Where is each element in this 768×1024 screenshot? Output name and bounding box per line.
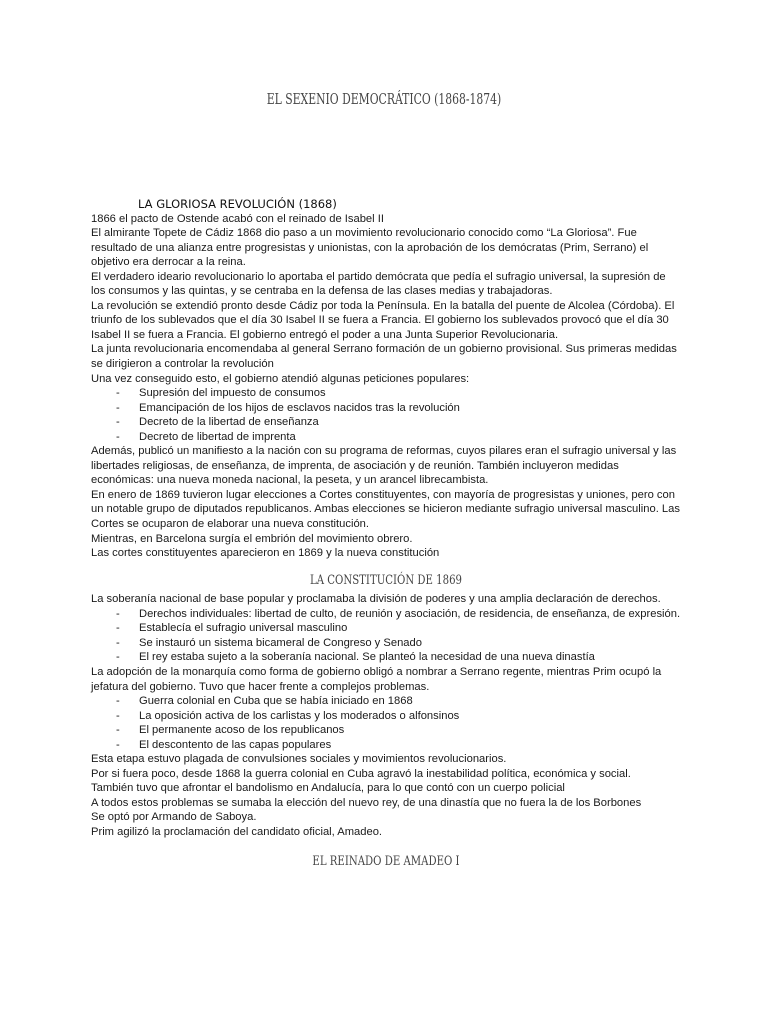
paragraph: Las cortes constituyentes aparecieron en 1869 y la nueva constitución xyxy=(91,547,440,560)
paragraph: En enero de 1869 tuvieron lugar elecciones a Cortes constituyentes, con mayoría de progresistas y uniones, pero con un notable grupo de diputados republicanos. Ambas elecciones se hicieron mediante sufragio universal masculino. Las Cortes se ocuparon de elaborar una nueva constitución. xyxy=(91,488,680,531)
list-item: - Establecía el sufragio universal masculino xyxy=(91,621,681,636)
paragraph: A todos estos problemas se sumaba la elección del nuevo rey, de una dinastía que no fuera la de los Borbones xyxy=(91,796,642,809)
list-item: - Decreto de libertad de imprenta xyxy=(91,430,681,445)
paragraph: Mientras, en Barcelona surgía el embrión del movimiento obrero. xyxy=(91,532,413,545)
paragraph: Una vez conseguido esto, el gobierno atendió algunas peticiones populares: xyxy=(91,372,470,385)
section-heading-amadeo: EL REINADO DE AMADEO I xyxy=(312,853,460,869)
paragraph: Esta etapa estuvo plagada de convulsiones sociales y movimientos revolucionarios. xyxy=(91,753,507,766)
paragraph: También tuvo que afrontar el bandolismo en Andalucía, para lo que contó con un cuerpo policial xyxy=(91,782,565,795)
paragraph: La soberanía nacional de base popular y proclamaba la división de poderes y una amplia declaración de derechos. xyxy=(91,593,661,606)
paragraph: La revolución se extendió pronto desde Cádiz por toda la Península. En la batalla del puente de Alcolea (Córdoba). El triunfo de los sublevados que el día 30 Isabel II se fuera a Francia. El gobierno los sublevados provocó que el día 30 Isabel II se fuera a Francia. El gobierno entregó el poder a una Junta Superior Revolucionaria. xyxy=(91,299,675,341)
list-item: - El rey estaba sujeto a la soberanía nacional. Se planteó la necesidad de una nueva dinastía xyxy=(91,650,681,665)
paragraph: La junta revolucionaria encomendaba al general Serrano formación de un gobierno provisional. Sus primeras medidas se dirigieron a controlar la revolución xyxy=(91,343,677,371)
peticiones-list xyxy=(91,386,681,444)
document-body xyxy=(91,197,681,873)
document-title: EL SEXENIO DEMOCRÁTICO (1868-1874) xyxy=(266,90,502,108)
section-heading-constitucion: LA CONSTITUCIÓN DE 1869 xyxy=(309,572,462,588)
paragraph: Prim agilizó la proclamación del candidato oficial, Amadeo. xyxy=(91,825,383,838)
list-item: - Emancipación de los hijos de esclavos nacidos tras la revolución xyxy=(91,401,681,416)
list-item: - Decreto de la libertad de enseñanza xyxy=(91,415,681,430)
derechos-list xyxy=(91,607,681,665)
paragraph: El verdadero ideario revolucionario lo aportaba el partido demócrata que pedía el sufragio universal, la supresión de los consumos y las quintas, y se centraba en la defensa de las clases medias y trabajadoras. xyxy=(91,270,666,298)
problemas-list xyxy=(91,694,681,752)
section-heading-gloriosa: LA GLORIOSA REVOLUCIÓN (1868) xyxy=(138,197,337,211)
list-item: - La oposición activa de los carlistas y los moderados o alfonsinos xyxy=(91,709,681,724)
list-item: - El permanente acoso de los republicanos xyxy=(91,723,681,738)
list-item: - Derechos individuales: libertad de culto, de reunión y asociación, de residencia, de enseñanza, de expresión. xyxy=(91,607,681,622)
paragraph: La adopción de la monarquía como forma de gobierno obligó a nombrar a Serrano regente, mientras Prim ocupó la jefatura del gobierno. Tuvo que hacer frente a complejos problemas. xyxy=(91,665,662,693)
paragraph: El almirante Topete de Cádiz 1868 dio paso a un movimiento revolucionario conocido como “La Gloriosa”. Fue resultado de una alianza entre progresistas y unionistas, con la aprobación de los demócratas (Prim, Serrano) el objetivo era derrocar a la reina. xyxy=(91,227,649,269)
paragraph: 1866 el pacto de Ostende acabó con el reinado de Isabel II xyxy=(91,212,384,225)
paragraph: Por si fuera poco, desde 1868 la guerra colonial en Cuba agravó la inestabilidad política, económica y social. xyxy=(91,767,631,780)
list-item: - Guerra colonial en Cuba que se había iniciado en 1868 xyxy=(91,694,681,709)
paragraph: Además, publicó un manifiesto a la nación con su programa de reformas, cuyos pilares eran el sufragio universal y las libertades religiosas, de enseñanza, de imprenta, de asociación y de reunión. También incluyeron medidas económicas: una nueva moneda nacional, la peseta, y un arancel librecambista. xyxy=(91,445,677,487)
list-item: - El descontento de las capas populares xyxy=(91,738,681,753)
paragraph: Se optó por Armando de Saboya. xyxy=(91,811,257,824)
list-item: - Supresión del impuesto de consumos xyxy=(91,386,681,401)
list-item: - Se instauró un sistema bicameral de Congreso y Senado xyxy=(91,636,681,651)
